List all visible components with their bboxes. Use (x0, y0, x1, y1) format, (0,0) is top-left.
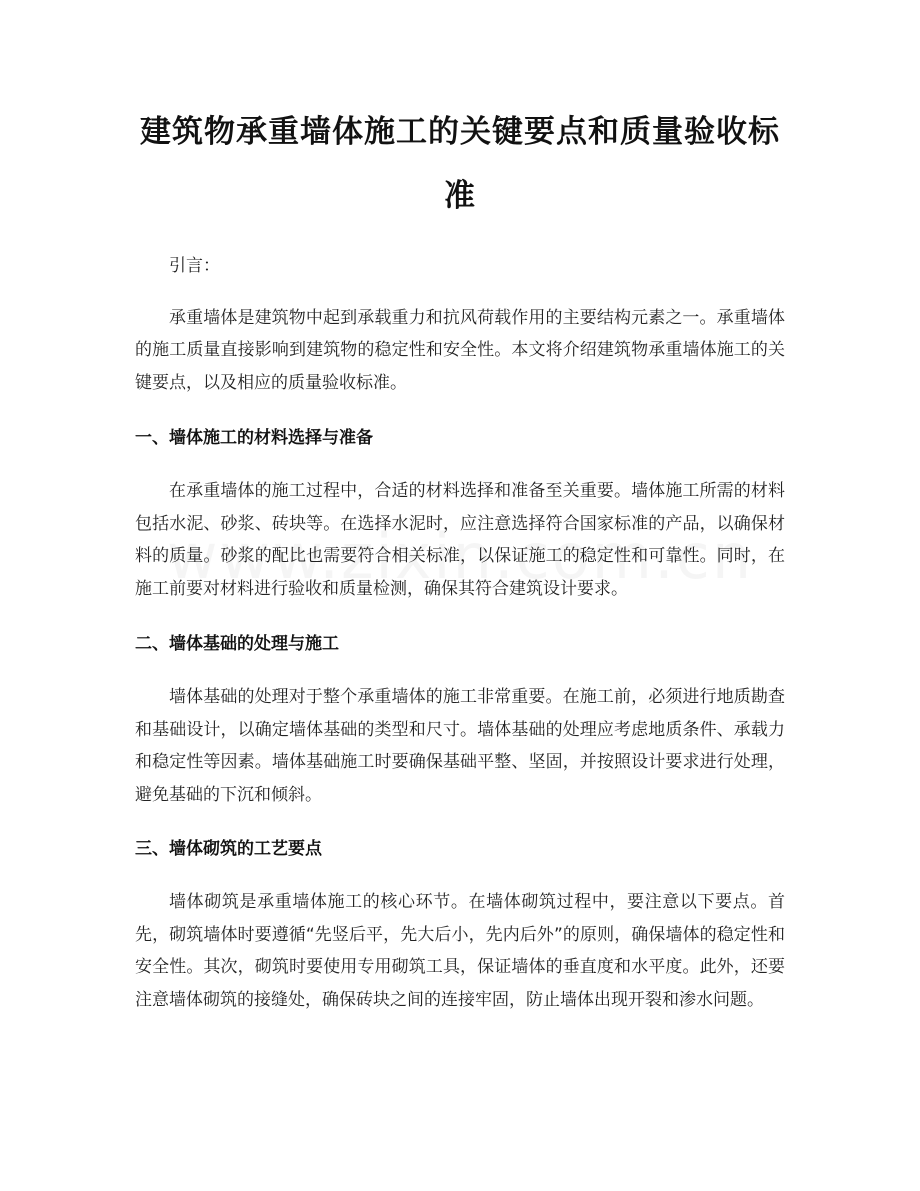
section-heading-1: 一、墙体施工的材料选择与准备 (135, 428, 373, 448)
section-body-3: 墙体砌筑是承重墙体施工的核心环节。在墙体砌筑过程中，要注意以下要点。首先，砌筑墙体时要遵循“先竖后平，先大后小，先内后外”的原则，确保墙体的稳定性和安全性。其次，砌筑时要使用专用砌筑工具，保证墙体的垂直度和水平度。此外，还要注意墙体砌筑的接缝处，确保砖块之间的连接牢固，防止墙体出现开裂和渗水问题。 (135, 892, 785, 1010)
intro-paragraph: 承重墙体是建筑物中起到承载重力和抗风荷载作用的主要结构元素之一。承重墙体的施工质量直接影响到建筑物的稳定性和安全性。本文将介绍建筑物承重墙体施工的关键要点，以及相应的质量验收标准。 (135, 307, 785, 393)
section-heading-3: 三、墙体砌筑的工艺要点 (135, 839, 322, 859)
section-body-2: 墙体基础的处理对于整个承重墙体的施工非常重要。在施工前，必须进行地质勘查和基础设计，以确定墙体基础的类型和尺寸。墙体基础的处理应考虑地质条件、承载力和稳定性等因素。墙体基础施工时要确保基础平整、坚固，并按照设计要求进行处理，避免基础的下沉和倾斜。 (135, 687, 785, 805)
intro-label: 引言： (169, 256, 220, 276)
document-title: 建筑物承重墙体施工的关键要点和质量验收标准 (140, 114, 780, 214)
section-body-1: 在承重墙体的施工过程中，合适的材料选择和准备至关重要。墙体施工所需的材料包括水泥、砂浆、砖块等。在选择水泥时，应注意选择符合国家标准的产品，以确保材料的质量。砂浆的配比也需要符合相关标准，以保证施工的稳定性和可靠性。同时，在施工前要对材料进行验收和质量检测，确保其符合建筑设计要求。 (135, 481, 785, 599)
section-heading-2: 二、墙体基础的处理与施工 (135, 634, 339, 654)
